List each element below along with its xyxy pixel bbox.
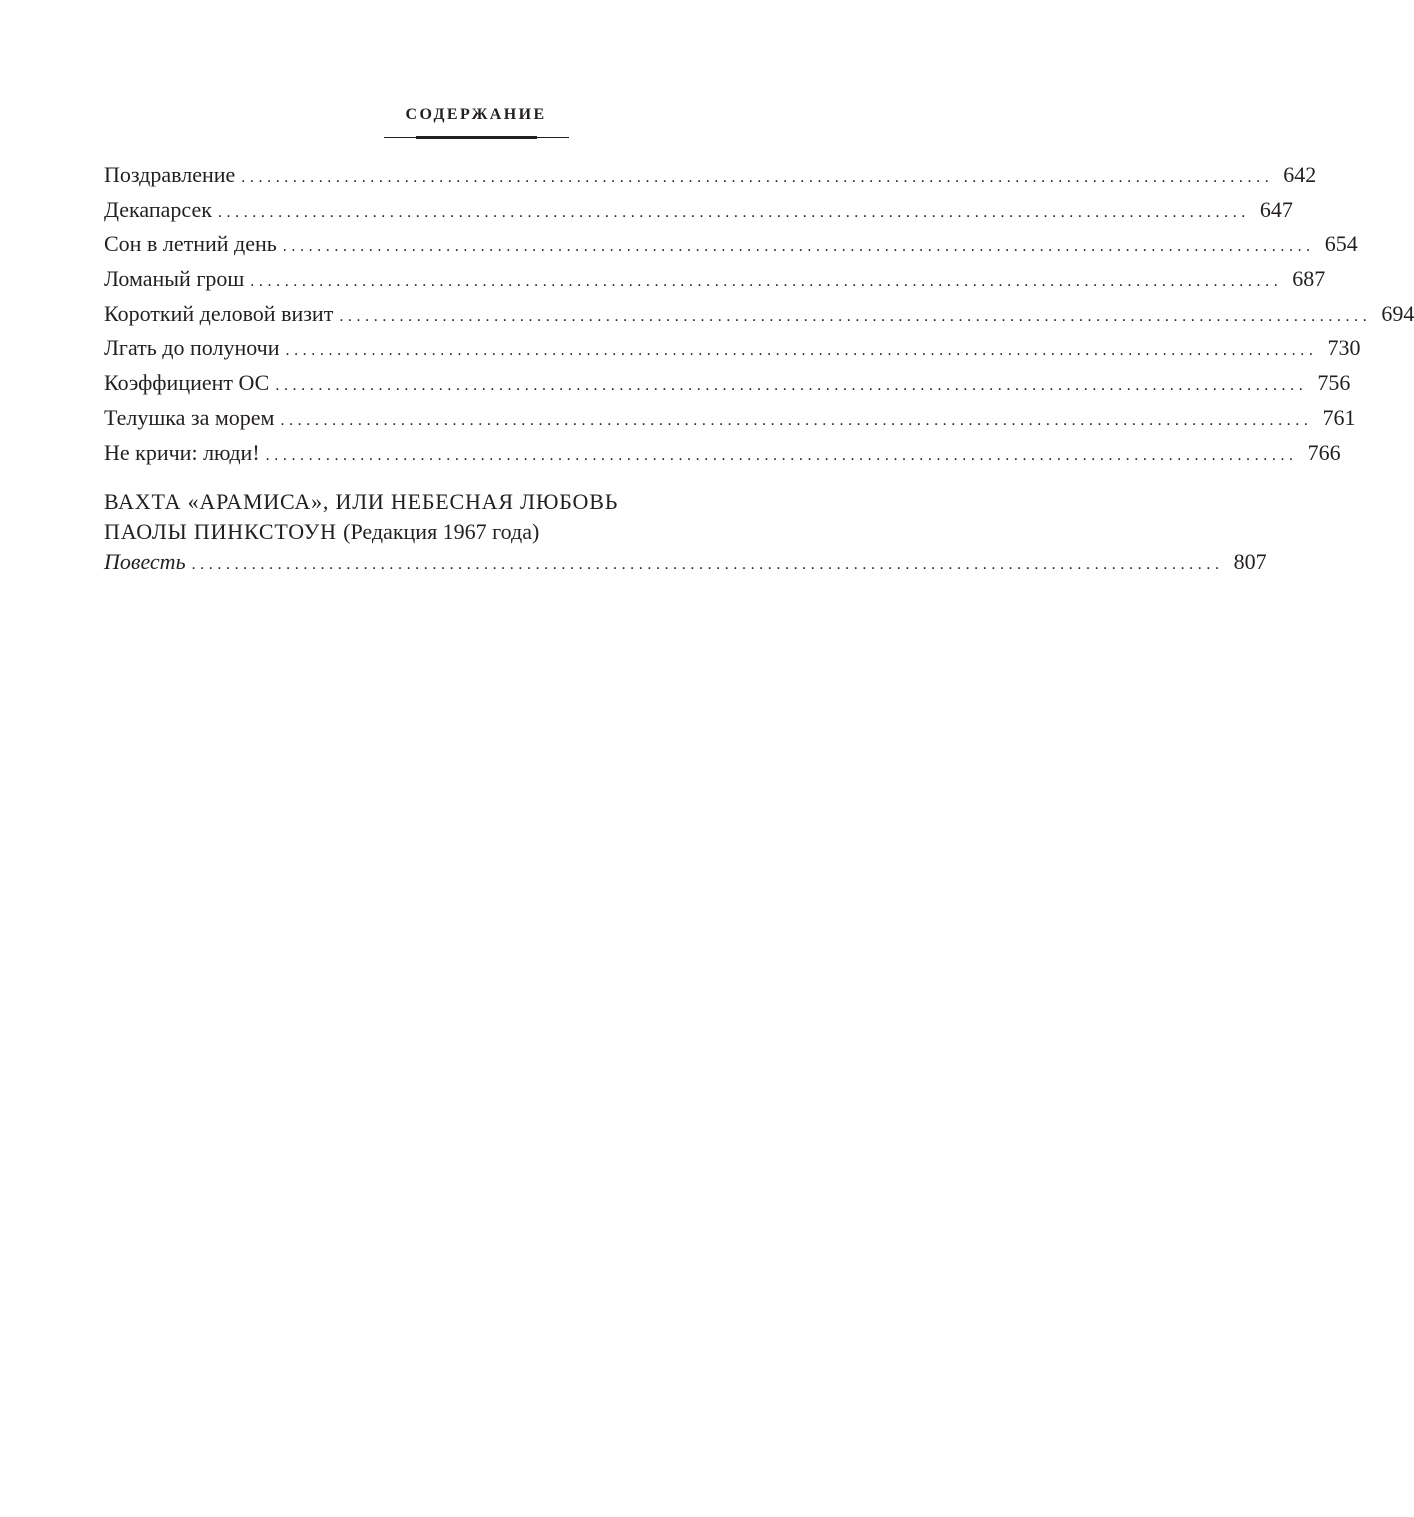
dot-leader: ........................................................................................................................	[282, 238, 1315, 256]
dot-leader: ........................................................................................................................	[217, 203, 1250, 221]
toc-entry[interactable]	[104, 193, 1293, 228]
dot-leader: ........................................................................................................................	[241, 169, 1274, 186]
novella-title-continued: ПАОЛЫ ПИНКСТОУН	[104, 519, 337, 544]
dot-leader: ........................................................................................................................	[250, 273, 1283, 291]
toc-entry[interactable]	[104, 366, 1351, 401]
toc-entry-title: Короткий деловой визит	[104, 300, 334, 326]
dot-leader: ........................................................................................................................	[265, 446, 1298, 464]
dot-leader: ........................................................................................................................	[275, 377, 1308, 395]
toc-entry[interactable]	[104, 297, 1414, 332]
dot-leader: ........................................................................................................................	[285, 342, 1318, 360]
toc-header	[0, 103, 952, 139]
toc-entry[interactable]	[104, 227, 1358, 262]
dot-leader: ........................................................................................................................	[191, 556, 1224, 573]
novella-title-line-2	[104, 517, 848, 547]
toc-entry[interactable]	[104, 331, 1361, 366]
novella-page: 807	[1233, 549, 1267, 574]
toc-entry-title: Сон в летний день	[104, 231, 277, 257]
toc-entry-page: 642	[1283, 162, 1317, 187]
toc-entry-title: Декапарсек	[104, 196, 212, 222]
toc-entry-title: Телушка за морем	[104, 404, 275, 430]
toc-entry-page: 761	[1322, 404, 1356, 430]
toc-entry-title: Поздравление	[104, 162, 236, 187]
novella-edition-note: (Редакция 1967 года)	[343, 519, 540, 544]
toc-entry-title: Не кричи: люди!	[104, 439, 260, 465]
toc-entry-page: 687	[1292, 266, 1326, 292]
page-title: СОДЕРЖАНИЕ	[405, 106, 547, 123]
toc-list	[104, 158, 1414, 470]
dot-leader: ........................................................................................................................	[339, 307, 1372, 325]
toc-entry[interactable]	[104, 436, 1341, 471]
novella-title-line-1: ВАХТА «АРАМИСА», ИЛИ НЕБЕСНАЯ ЛЮБОВЬ	[104, 489, 619, 514]
novella-entry[interactable]	[104, 487, 1267, 580]
toc-entry-page: 756	[1317, 370, 1351, 396]
toc-entry-page: 647	[1259, 196, 1293, 222]
toc-entry-page: 766	[1307, 439, 1341, 465]
novella-genre: Повесть	[104, 549, 186, 574]
toc-entry-title: Ломаный грош	[104, 266, 245, 292]
toc-entry[interactable]	[104, 401, 1356, 436]
title-underline-thick	[416, 136, 537, 139]
toc-entry-page: 654	[1324, 231, 1358, 257]
novella-genre-line	[104, 547, 1267, 580]
toc-entry[interactable]	[104, 158, 1317, 193]
toc-entry-page: 694	[1381, 300, 1414, 326]
title-underline	[384, 136, 569, 139]
toc-entry[interactable]	[104, 262, 1326, 297]
toc-entry-page: 730	[1327, 335, 1361, 361]
toc-entry-title: Коэффициент ОС	[104, 370, 270, 396]
dot-leader: ........................................................................................................................	[280, 411, 1313, 429]
toc-entry-title: Лгать до полуночи	[104, 335, 280, 361]
